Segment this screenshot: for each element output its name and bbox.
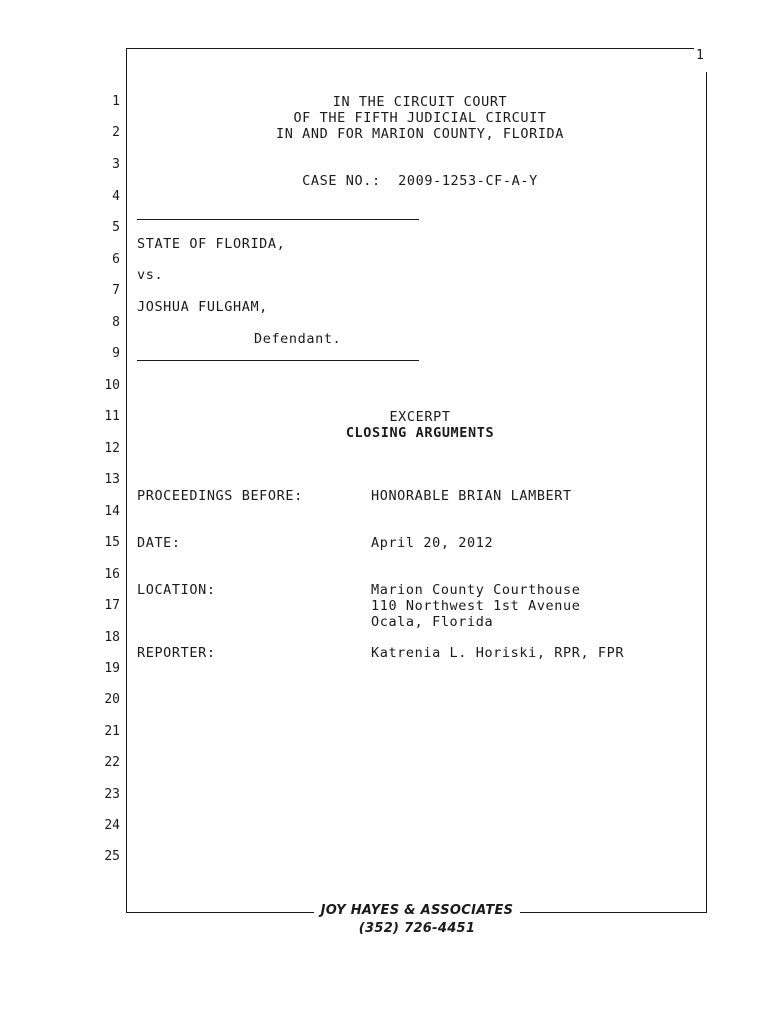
location-line2: 110 Northwest 1st Avenue bbox=[371, 598, 581, 614]
page-number: 1 bbox=[696, 48, 704, 63]
versus-text: vs. bbox=[137, 267, 164, 283]
court-heading-line2: OF THE FIFTH JUDICIAL CIRCUIT bbox=[293, 110, 547, 126]
line-number: 22 bbox=[104, 755, 120, 770]
date-label: DATE: bbox=[137, 535, 181, 551]
reporter-value: Katrenia L. Horiski, RPR, FPR bbox=[371, 645, 625, 661]
line-number: 13 bbox=[104, 472, 120, 487]
footer-rule-right bbox=[520, 912, 707, 913]
line-number: 10 bbox=[104, 378, 120, 393]
line-number: 2 bbox=[112, 125, 120, 140]
excerpt-label: EXCERPT bbox=[389, 409, 451, 425]
case-number: CASE NO.: 2009-1253-CF-A-Y bbox=[302, 173, 538, 189]
line-number: 17 bbox=[104, 598, 120, 613]
line-number: 20 bbox=[104, 692, 120, 707]
line-number: 9 bbox=[112, 346, 120, 361]
line-number: 6 bbox=[112, 252, 120, 267]
court-heading-line3: IN AND FOR MARION COUNTY, FLORIDA bbox=[275, 126, 564, 142]
line-number: 14 bbox=[104, 504, 120, 519]
line-number: 8 bbox=[112, 315, 120, 330]
defendant-name: JOSHUA FULGHAM, bbox=[137, 299, 268, 315]
proceedings-label: PROCEEDINGS BEFORE: bbox=[137, 488, 303, 504]
line-number: 7 bbox=[112, 283, 120, 298]
line-number: 25 bbox=[104, 849, 120, 864]
footer-rule-left bbox=[126, 912, 314, 913]
frame-right-border bbox=[706, 72, 707, 913]
line-number: 12 bbox=[104, 441, 120, 456]
line-number: 16 bbox=[104, 567, 120, 582]
line-number: 18 bbox=[104, 630, 120, 645]
plaintiff-name: STATE OF FLORIDA, bbox=[137, 236, 286, 252]
caption-rule-top bbox=[137, 219, 419, 220]
location-line3: Ocala, Florida bbox=[371, 614, 494, 630]
footer-phone: (352) 726-4451 bbox=[358, 921, 476, 936]
line-number: 11 bbox=[104, 409, 120, 424]
line-number: 23 bbox=[104, 787, 120, 802]
line-number: 3 bbox=[112, 157, 120, 172]
location-label: LOCATION: bbox=[137, 582, 216, 598]
footer-firm-name: JOY HAYES & ASSOCIATES bbox=[320, 903, 514, 918]
proceedings-value: HONORABLE BRIAN LAMBERT bbox=[371, 488, 572, 504]
location-line1: Marion County Courthouse bbox=[371, 582, 581, 598]
line-number: 21 bbox=[104, 724, 120, 739]
reporter-label: REPORTER: bbox=[137, 645, 216, 661]
line-number: 1 bbox=[112, 94, 120, 109]
caption-rule-bottom bbox=[137, 360, 419, 361]
line-number: 5 bbox=[112, 220, 120, 235]
line-number: 24 bbox=[104, 818, 120, 833]
frame-top-border bbox=[126, 48, 694, 49]
defendant-label: Defendant. bbox=[254, 331, 342, 347]
line-number: 19 bbox=[104, 661, 120, 676]
date-value: April 20, 2012 bbox=[371, 535, 494, 551]
court-heading-line1: IN THE CIRCUIT COURT bbox=[332, 94, 508, 110]
line-number: 15 bbox=[104, 535, 120, 550]
document-title: CLOSING ARGUMENTS bbox=[345, 425, 495, 441]
frame-left-border bbox=[126, 48, 127, 913]
line-number: 4 bbox=[112, 189, 120, 204]
